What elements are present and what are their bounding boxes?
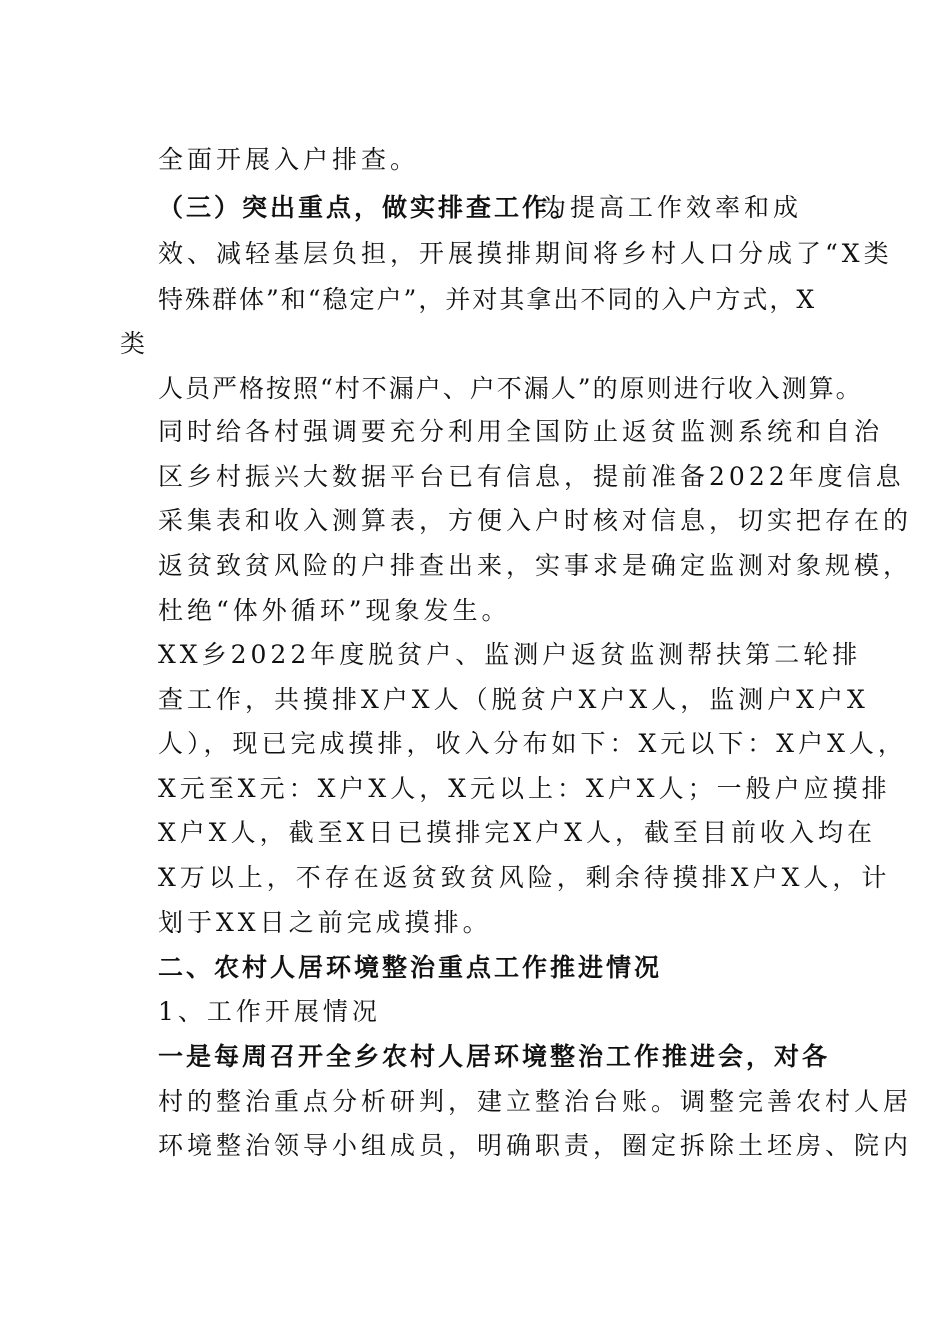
text-line: 杜绝“体外循环”现象发生。 (158, 596, 511, 625)
text-line: X万以上，不存在返贫致贫风险，剩余待摸排X户X人，计 (158, 863, 891, 892)
text-line: 环境整治领导小组成员，明确职责，圈定拆除土坯房、院内 (158, 1131, 913, 1160)
text-line: 同时给各村强调要充分利用全国防止返贫监测系统和自治 (158, 417, 884, 446)
section-heading-inline: （三）突出重点，做实排查工作。 (158, 193, 579, 222)
text-line: 类 (120, 329, 150, 358)
text-line: 划于XX日之前完成摸排。 (158, 908, 492, 937)
text-line: 返贫致贫风险的户排查出来，实事求是确定监测对象规模， (158, 551, 913, 580)
text-line: 采集表和收入测算表，方便入户时核对信息，切实把存在的 (158, 506, 913, 535)
text-line: 村的整治重点分析研判，建立整治台账。调整完善农村人居 (158, 1087, 913, 1116)
text-line: 查工作，共摸排X户X人（脱贫户X户X人，监测户X户X (158, 685, 869, 714)
text-line: 全面开展入户排查。 (158, 145, 420, 174)
text-line: 效、减轻基层负担，开展摸排期间将乡村人口分成了“X类 (158, 239, 893, 268)
subheading: 1、工作开展情况 (158, 997, 381, 1026)
text-line: 为提高工作效率和成 (541, 193, 803, 222)
text-line: 人），现已完成摸排，收入分布如下：X元以下：X户X人， (158, 729, 907, 758)
section-heading: 二、农村人居环境整治重点工作推进情况 (158, 953, 663, 982)
text-line: XX乡2022年度脱贫户、监测户返贫监测帮扶第二轮排 (158, 640, 862, 669)
text-line: X户X人，截至X日已摸排完X户X人，截至目前收入均在 (158, 818, 876, 847)
text-line: X元至X元：X户X人，X元以上：X户X人；一般户应摸排 (158, 774, 891, 803)
text-line: 区乡村振兴大数据平台已有信息，提前准备2022年度信息 (158, 462, 905, 491)
text-line: 特殊群体”和“稳定户”，并对其拿出不同的入户方式，X (158, 285, 817, 314)
text-line: 人员严格按照“村不漏户、户不漏人”的原则进行收入测算。 (158, 374, 863, 403)
text-line: 一是每周召开全乡农村人居环境整治工作推进会，对各 (158, 1042, 831, 1071)
